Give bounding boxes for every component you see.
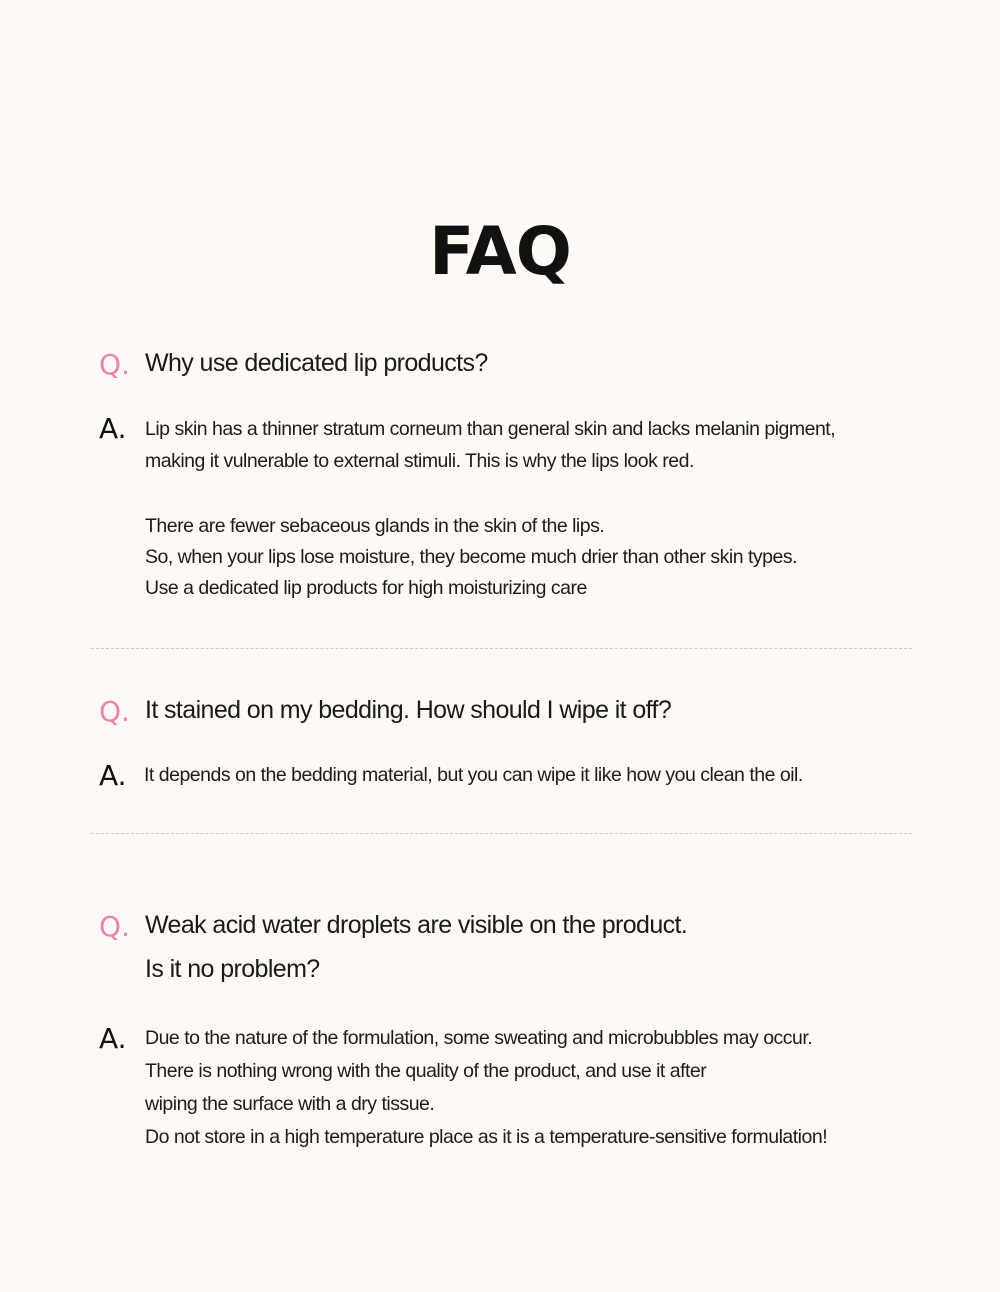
answer-line: Use a dedicated lip products for high moisturizing care [145, 577, 587, 599]
page-title: FAQ [429, 213, 571, 291]
answer-line: There are fewer sebaceous glands in the skin of the lips. [145, 515, 605, 537]
question-marker: Q. [99, 910, 130, 943]
answer-marker: A. [99, 412, 127, 445]
paragraph-gap [145, 477, 935, 511]
answer-marker: A. [99, 759, 127, 792]
answer-line: Do not store in a high temperature place as it is a temperature-sensitive formulation! [145, 1126, 828, 1148]
faq-answer [145, 1022, 935, 1154]
question-line: Is it no problem? [145, 955, 320, 983]
answer-marker: A. [99, 1022, 127, 1055]
answer-line: Lip skin has a thinner stratum corneum than general skin and lacks melanin pigment, [145, 418, 836, 440]
question-marker: Q. [99, 695, 130, 728]
faq-answer [144, 759, 934, 791]
answer-line: There is nothing wrong with the quality of the product, and use it after [145, 1060, 707, 1082]
question-line: It stained on my bedding. How should I wipe it off? [145, 696, 672, 724]
answer-line: Due to the nature of the formulation, some sweating and microbubbles may occur. [145, 1027, 813, 1049]
question-marker: Q. [99, 348, 130, 381]
faq-answer [145, 413, 935, 604]
answer-line: making it vulnerable to external stimuli. This is why the lips look red. [145, 450, 694, 472]
faq-question [145, 688, 925, 732]
answer-line: So, when your lips lose moisture, they become much drier than other skin types. [145, 546, 797, 568]
question-line: Why use dedicated lip products? [145, 349, 488, 377]
section-divider [91, 833, 912, 834]
faq-question [145, 903, 925, 991]
answer-line: It depends on the bedding material, but you can wipe it like how you clean the oil. [144, 764, 803, 786]
question-line: Weak acid water droplets are visible on the product. [145, 911, 688, 939]
answer-line: wiping the surface with a dry tissue. [145, 1093, 435, 1115]
section-divider [91, 648, 912, 649]
faq-question [145, 341, 925, 385]
